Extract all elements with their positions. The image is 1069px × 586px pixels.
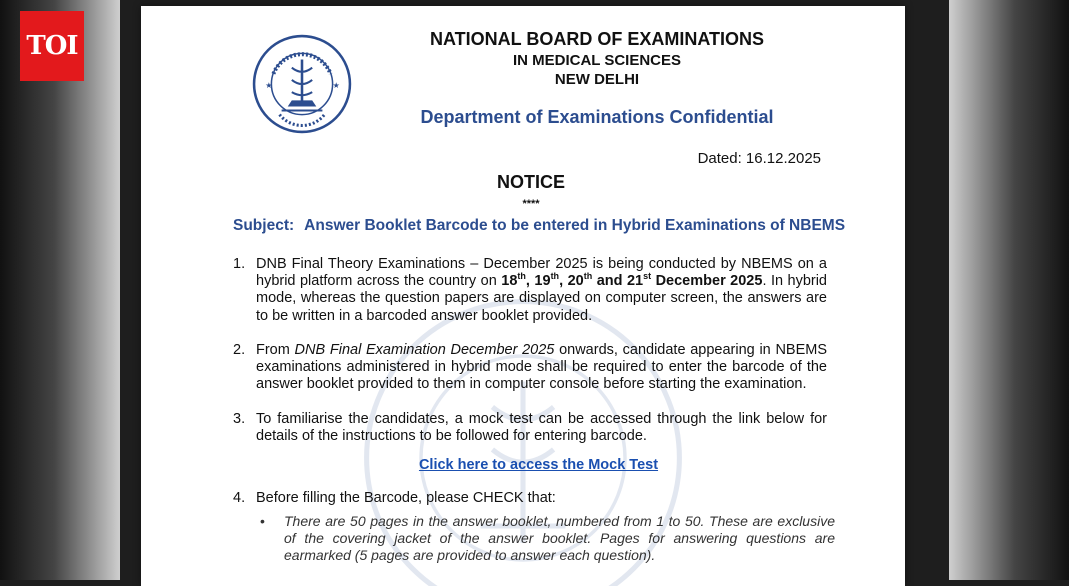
toi-logo-badge: TOI	[20, 11, 84, 81]
svg-text:★: ★	[265, 81, 273, 91]
svg-text:★: ★	[332, 81, 340, 91]
board-name-heading: NATIONAL BOARD OF EXAMINATIONS	[430, 29, 764, 49]
title-separator: ****	[522, 198, 540, 210]
list-item-text: Before filling the Barcode, please CHECK that:	[256, 490, 556, 506]
department-heading: Department of Examinations Confidential	[420, 107, 774, 127]
notice-document	[141, 6, 905, 586]
list-number: 2.	[233, 342, 246, 358]
list-item-text: From DNB Final Examination December 2025 onwards, candidate appearing in NBEMS examinations administered in hybrid mode shall be required to enter the barcode of the answer booklet provided to them in computer console before starting the examination.	[256, 342, 828, 393]
background-right	[949, 0, 1069, 580]
list-item-text: To familiarise the candidates, a mock test can be accessed through the link below for details of the instructions to be followed for entering barcode.	[256, 411, 827, 445]
list-number: 4.	[233, 490, 246, 506]
notice-date: Dated: 16.12.2025	[697, 150, 821, 167]
nbems-seal-logo	[251, 33, 353, 135]
board-subheading: IN MEDICAL SCIENCES	[512, 52, 682, 69]
board-city: NEW DELHI	[554, 71, 640, 88]
bullet-item	[260, 513, 835, 564]
notice-title: NOTICE	[496, 172, 565, 192]
bullet-icon: •	[260, 513, 265, 529]
list-item-1	[233, 256, 827, 325]
subject-label: Subject:	[233, 217, 295, 234]
list-item-3	[233, 411, 827, 445]
mock-test-link-row	[141, 456, 905, 474]
list-number: 1.	[233, 256, 246, 272]
background-left	[0, 0, 120, 580]
list-item-4	[233, 490, 827, 507]
list-item-text: DNB Final Theory Examinations – December 2025 is being conducted by NBEMS on a hybrid platform across the country on 18th, 19th, 20th and 21st December 2025. In hybrid mode, whereas the question papers are displayed on computer screen, the answers are to be written in a barcoded answer booklet provided.	[256, 256, 828, 324]
subject-text: Answer Booklet Barcode to be entered in Hybrid Examinations of NBEMS	[304, 217, 846, 234]
mock-test-link[interactable]: Click here to access the Mock Test	[418, 457, 659, 473]
list-number: 3.	[233, 411, 246, 427]
bullet-text: There are 50 pages in the answer booklet, numbered from 1 to 50. These are exclusive of the covering jacket of the answer booklet. Pages for answering questions are earmarked (5 pages are provided to answer each question).	[284, 513, 835, 563]
list-item-2	[233, 342, 827, 394]
subject-line	[233, 217, 845, 235]
